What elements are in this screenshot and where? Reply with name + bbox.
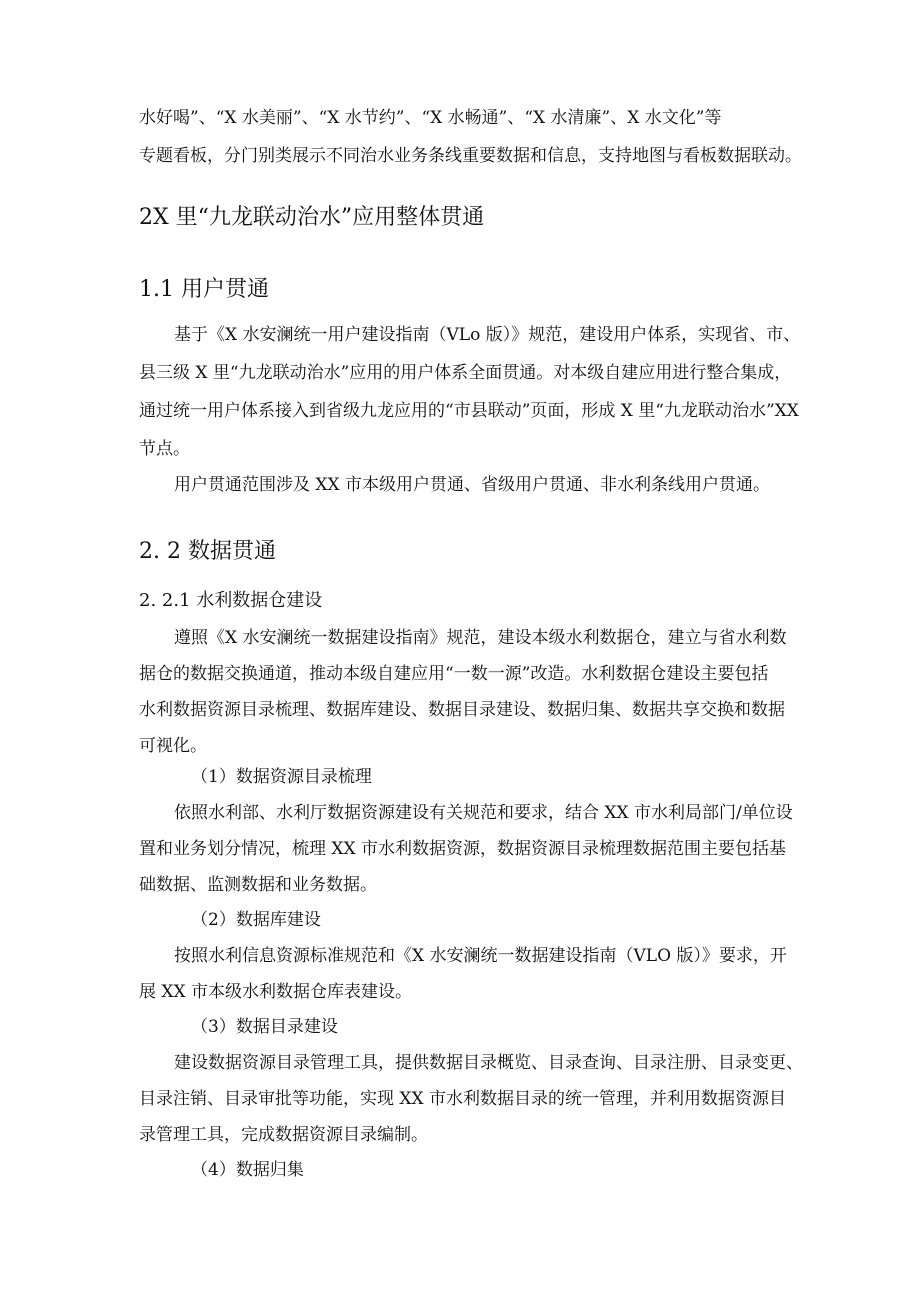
- paragraph-line: 录管理工具，完成数据资源目录编制。: [139, 1125, 428, 1145]
- paragraph-line: 据仓的数据交换通道，推动本级自建应用“一数一源”改造。水利数据仓建设主要包括: [139, 664, 769, 684]
- list-item-heading: （2）数据库建设: [191, 910, 321, 930]
- paragraph-line: 目录注销、目录审批等功能，实现 XX 市水利数据目录的统一管理，并利用数据资源目: [139, 1089, 787, 1109]
- paragraph-line: 基于《X 水安澜统一用户建设指南（VLo 版）》规范，建设用户体系，实现省、市、: [174, 325, 801, 345]
- list-item-heading: （3）数据目录建设: [191, 1017, 338, 1037]
- paragraph-line: 依照水利部、水利厅数据资源建设有关规范和要求，结合 XX 市水利局部门/单位设: [174, 803, 793, 823]
- paragraph-line: 遵照《X 水安澜统一数据建设指南》规范，建设本级水利数据仓，建立与省水利数: [174, 628, 787, 648]
- paragraph-line: 节点。: [139, 439, 190, 459]
- paragraph-line: 可视化。: [139, 736, 207, 756]
- subsection-heading-2-2-1: 2. 2.1 水利数据仓建设: [139, 590, 323, 611]
- paragraph-line: 通过统一用户体系接入到省级九龙应用的“市县联动”页面，形成 X 里“九龙联动治水”XX: [139, 401, 799, 421]
- section-heading-2x: 2X 里“九龙联动治水”应用整体贯通: [139, 205, 485, 230]
- paragraph-line: 置和业务划分情况，梳理 XX 市水利数据资源，数据资源目录梳理数据范围主要包括基: [139, 839, 787, 859]
- paragraph-line: 县三级 X 里“九龙联动治水”应用的用户体系全面贯通。对本级自建应用进行整合集成，: [139, 363, 792, 383]
- paragraph-line: 础数据、监测数据和业务数据。: [139, 875, 377, 895]
- paragraph-line: 用户贯通范围涉及 XX 市本级用户贯通、省级用户贯通、非水利条线用户贯通。: [174, 475, 771, 495]
- paragraph-line: 建设数据资源目录管理工具，提供数据目录概览、目录查询、目录注册、目录变更、: [174, 1053, 803, 1073]
- section-heading-1-1: 1.1 用户贯通: [139, 277, 269, 302]
- intro-line-1: 水好喝”、“X 水美丽”、“X 水节约”、“X 水畅通”、“X 水清廉”、X 水文化”等: [139, 108, 722, 128]
- paragraph-line: 展 XX 市本级水利数据仓库表建设。: [139, 982, 413, 1002]
- paragraph-line: 水利数据资源目录梳理、数据库建设、数据目录建设、数据归集、数据共享交换和数据: [139, 700, 785, 720]
- section-heading-2-2: 2. 2 数据贯通: [139, 539, 276, 564]
- list-item-heading: （1）数据资源目录梳理: [191, 767, 372, 787]
- paragraph-line: 按照水利信息资源标准规范和《X 水安澜统一数据建设指南（VLO 版）》要求，开: [174, 946, 787, 966]
- intro-line-2: 专题看板，分门别类展示不同治水业务条线重要数据和信息，支持地图与看板数据联动。: [139, 146, 802, 166]
- list-item-heading: （4）数据归集: [191, 1160, 304, 1180]
